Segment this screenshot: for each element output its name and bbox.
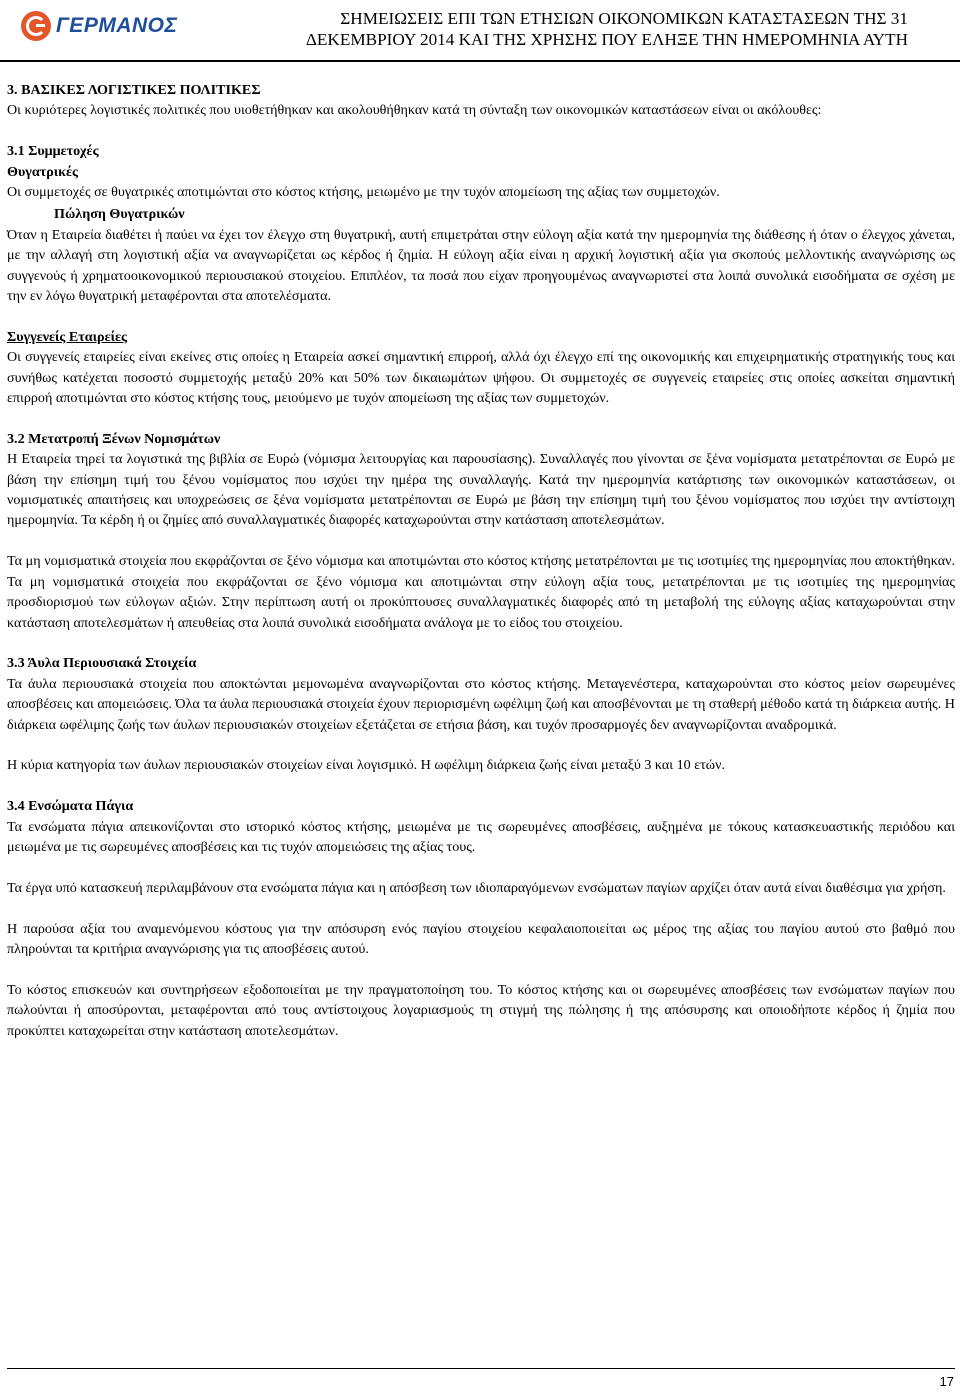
spacer <box>7 959 955 979</box>
document-title-line2: ΔΕΚΕΜΒΡΙΟΥ 2014 ΚΑΙ ΤΗΣ ΧΡΗΣΗΣ ΠΟΥ ΕΛΗΞΕ ΤΗΝ ΗΜΕΡΟΜΗΝΙΑ ΑΥΤΗ <box>305 30 908 49</box>
paragraph: Οι συμμετοχές σε θυγατρικές αποτιμώνται στο κόστος κτήσης, μειωμένο με την τυχόν απομείωση της αξίας των συμμετοχών. <box>7 184 720 201</box>
subsection-heading-3-2: 3.2 Μετατροπή Ξένων Νομισμάτων <box>7 430 221 447</box>
paragraph: Τα μη νομισματικά στοιχεία που εκφράζονται σε ξένο νόμισμα και αποτιμώνται στο κόστος κτήσης μετατρέπονται με τις ισοτιμίες της ημερομηνίας που αποκτήθηκαν. Τα μη νομισματικά στοιχεία που εκφράζονται σε ξένο νόμισμα και αποτιμώνται στην εύλογη αξία τους, μετατρέπονται με τις ισοτιμίες της ημερομηνίας προσδιορισμού των εύλογων αξιών. Στην περίπτωση αυτή οι προκύπτουσες συναλλαγματικές διαφορές από τη μεταβολή της εύλογης αξίας καταχωρούνται στην κατάσταση αποτελεσμάτων ή απευθείας στα λοιπά συνολικά εισοδήματα ανάλογα με το είδος του στοιχείου. <box>7 553 955 631</box>
subheading-associates: Συγγενείς Εταιρείες <box>7 328 127 345</box>
document-title <box>190 8 908 50</box>
spacer <box>7 735 955 755</box>
germanos-logo-icon <box>21 11 51 41</box>
spacer <box>7 121 955 141</box>
spacer <box>7 898 955 918</box>
subheading-subsidiaries: Θυγατρικές <box>7 163 78 180</box>
spacer <box>7 857 955 877</box>
page-header <box>0 0 960 62</box>
paragraph: Οι συγγενείς εταιρείες είναι εκείνες στις οποίες η Εταιρεία ασκεί σημαντική επιρροή, αλλά όχι έλεγχο επί της οικονομικής και επιχειρηματικής στρατηγικής τους και συνήθως κατέχεται ποσοστό συμμετοχής μεταξύ 20% και 50% των δικαιωμάτων ψήφου. Οι συμμετοχές σε συγγενείς εταιρείες στις οποίες ασκείται σημαντική επιρροή αποτιμώνται στο κόστος κτήσης τους, μειούμενο με τυχόν απομείωση της αξίας των συμμετοχών. <box>7 349 955 407</box>
header-divider <box>0 60 960 62</box>
paragraph: Η παρούσα αξία του αναμενόμενου κόστους για την απόσυρση ενός παγίου στοιχείου κεφαλαιοποιείται ως μέρος της αξίας του παγίου αυτού στο βαθμό που πληρούνται τα κριτήρια αναγνώρισης για τις αποσβέσεις αυτού. <box>7 920 955 957</box>
spacer <box>7 408 955 428</box>
section-intro: Οι κυριότερες λογιστικές πολιτικές που υιοθετήθηκαν και ακολουθήθηκαν κατά τη σύνταξη των οικονομικών καταστάσεων είναι οι ακόλουθες: <box>7 102 822 119</box>
document-body <box>7 80 955 1041</box>
subsection-heading-3-3: 3.3 Άυλα Περιουσιακά Στοιχεία <box>7 655 197 672</box>
company-logo <box>21 10 178 42</box>
paragraph: Τα άυλα περιουσιακά στοιχεία που αποκτώνται μεμονωμένα αναγνωρίζονται στο κόστος κτήσης. Μεταγενέστερα, καταχωρούνται στο κόστος μείον σωρευμένες αποσβέσεις και απομειώσεις. Όλα τα άυλα περιουσιακά στοιχεία έχουν περιορισμένη ωφέλιμη ζωή και αποσβένονται με τη σταθερή μέθοδο κατά τη διάρκεια αυτής. Η διάρκεια ωφέλιμης ζωής των άυλων περιουσιακών στοιχείων εξετάζεται σε ετήσια βάση, και τυχόν προσαρμογές δεν αναγνωρίζονται αναδρομικά. <box>7 675 955 733</box>
spacer <box>7 531 955 551</box>
paragraph: Τα έργα υπό κατασκευή περιλαμβάνουν στα ενσώματα πάγια και η απόσβεση των ιδιοπαραγόμενων ενσώματων παγίων αρχίζει όταν αυτά είναι διαθέσιμα για χρήση. <box>7 879 946 896</box>
subheading-sale-of-subsidiaries: Πώληση Θυγατρικών <box>54 206 185 223</box>
logo-text: ΓΕΡΜΑΝΟΣ <box>56 14 178 37</box>
spacer <box>7 776 955 796</box>
subsection-heading-3-1: 3.1 Συμμετοχές <box>7 143 99 160</box>
paragraph: Όταν η Εταιρεία διαθέτει ή παύει να έχει τον έλεγχο στη θυγατρική, αυτή επιμετράται στην εύλογη αξία κατά την ημερομηνία της διάθεσης ή όταν ο έλεγχος χάνεται, με την αλλαγή στη λογιστική αξία να αναγνωρίζεται ως κέρδος ή ζημία. Η εύλογη αξία είναι η αρχική λογιστική αξία για σκοπούς μελλοντικής αναγνώρισης ως συγγενούς ή χρηματοοικονομικού περιουσιακού στοιχείου. Επιπλέον, τα ποσά που είχαν προηγουμένως αναγνωριστεί στα λοιπά συνολικά εισοδήματα σε σχέση με την εν λόγω θυγατρική μεταφέρονται στα αποτελέσματα. <box>7 226 955 305</box>
section-heading: 3. ΒΑΣΙΚΕΣ ΛΟΓΙΣΤΙΚΕΣ ΠΟΛΙΤΙΚΕΣ <box>7 82 261 98</box>
subsection-heading-3-4: 3.4 Ενσώματα Πάγια <box>7 798 134 815</box>
paragraph: Η κύρια κατηγορία των άυλων περιουσιακών στοιχείων είναι λογισμικό. Η ωφέλιμη διάρκεια ζωής είναι μεταξύ 3 και 10 ετών. <box>7 757 725 774</box>
footer-divider <box>7 1368 955 1369</box>
spacer <box>7 306 955 326</box>
spacer <box>7 633 955 653</box>
paragraph: Το κόστος επισκευών και συντηρήσεων εξοδοποιείται με την πραγματοποίηση του. Το κόστος κτήσης και οι σωρευμένες αποσβέσεις των ενσώματων παγίων που πωλούνται ή αποσύρονται, μεταφέρονται από τους αντίστοιχους λογαριασμούς τη στιγμή της πώλησης ή της απόσυρσης και οποιοδήποτε κέρδος ή ζημία που προκύπτει καταχωρείται στην κατάσταση αποτελεσμάτων. <box>7 981 955 1039</box>
paragraph: Τα ενσώματα πάγια απεικονίζονται στο ιστορικό κόστος κτήσης, μειωμένα με τις σωρευμένες αποσβέσεις, αυξημένα με τόκους κατασκευαστικής περιόδου και μειωμένα με τις σωρευμένες αποσβέσεις και τις τυχόν απομειώσεις της αξίας τους. <box>7 818 955 855</box>
paragraph: Η Εταιρεία τηρεί τα λογιστικά της βιβλία σε Ευρώ (νόμισμα λειτουργίας και παρουσίασης). Συναλλαγές που γίνονται σε ξένα νομίσματα μετατρέπονται σε Ευρώ με βάση την επίσημη τιμή του ξένου νομίσματος που ισχύει την ημέρα της συναλλαγής. Κατά την ημερομηνία κατάρτισης των οικονομικών καταστάσεων, οι νομισματικές απαιτήσεις και υποχρεώσεις σε ξένα νομίσματα μετατρέπονται σε Ευρώ με βάση την επίσημη τιμή του ξένου νομίσματος που ισχύει την αντίστοιχη ημερομηνία. Τα κέρδη ή οι ζημίες από συναλλαγματικές διαφορές καταχωρούνται στην κατάσταση αποτελεσμάτων. <box>7 451 955 529</box>
document-title-line1: ΣΗΜΕΙΩΣΕΙΣ ΕΠΙ ΤΩΝ ΕΤΗΣΙΩΝ ΟΙΚΟΝΟΜΙΚΩΝ ΚΑΤΑΣΤΑΣΕΩΝ ΤΗΣ 31 <box>340 9 908 28</box>
page-number: 17 <box>939 1374 954 1389</box>
